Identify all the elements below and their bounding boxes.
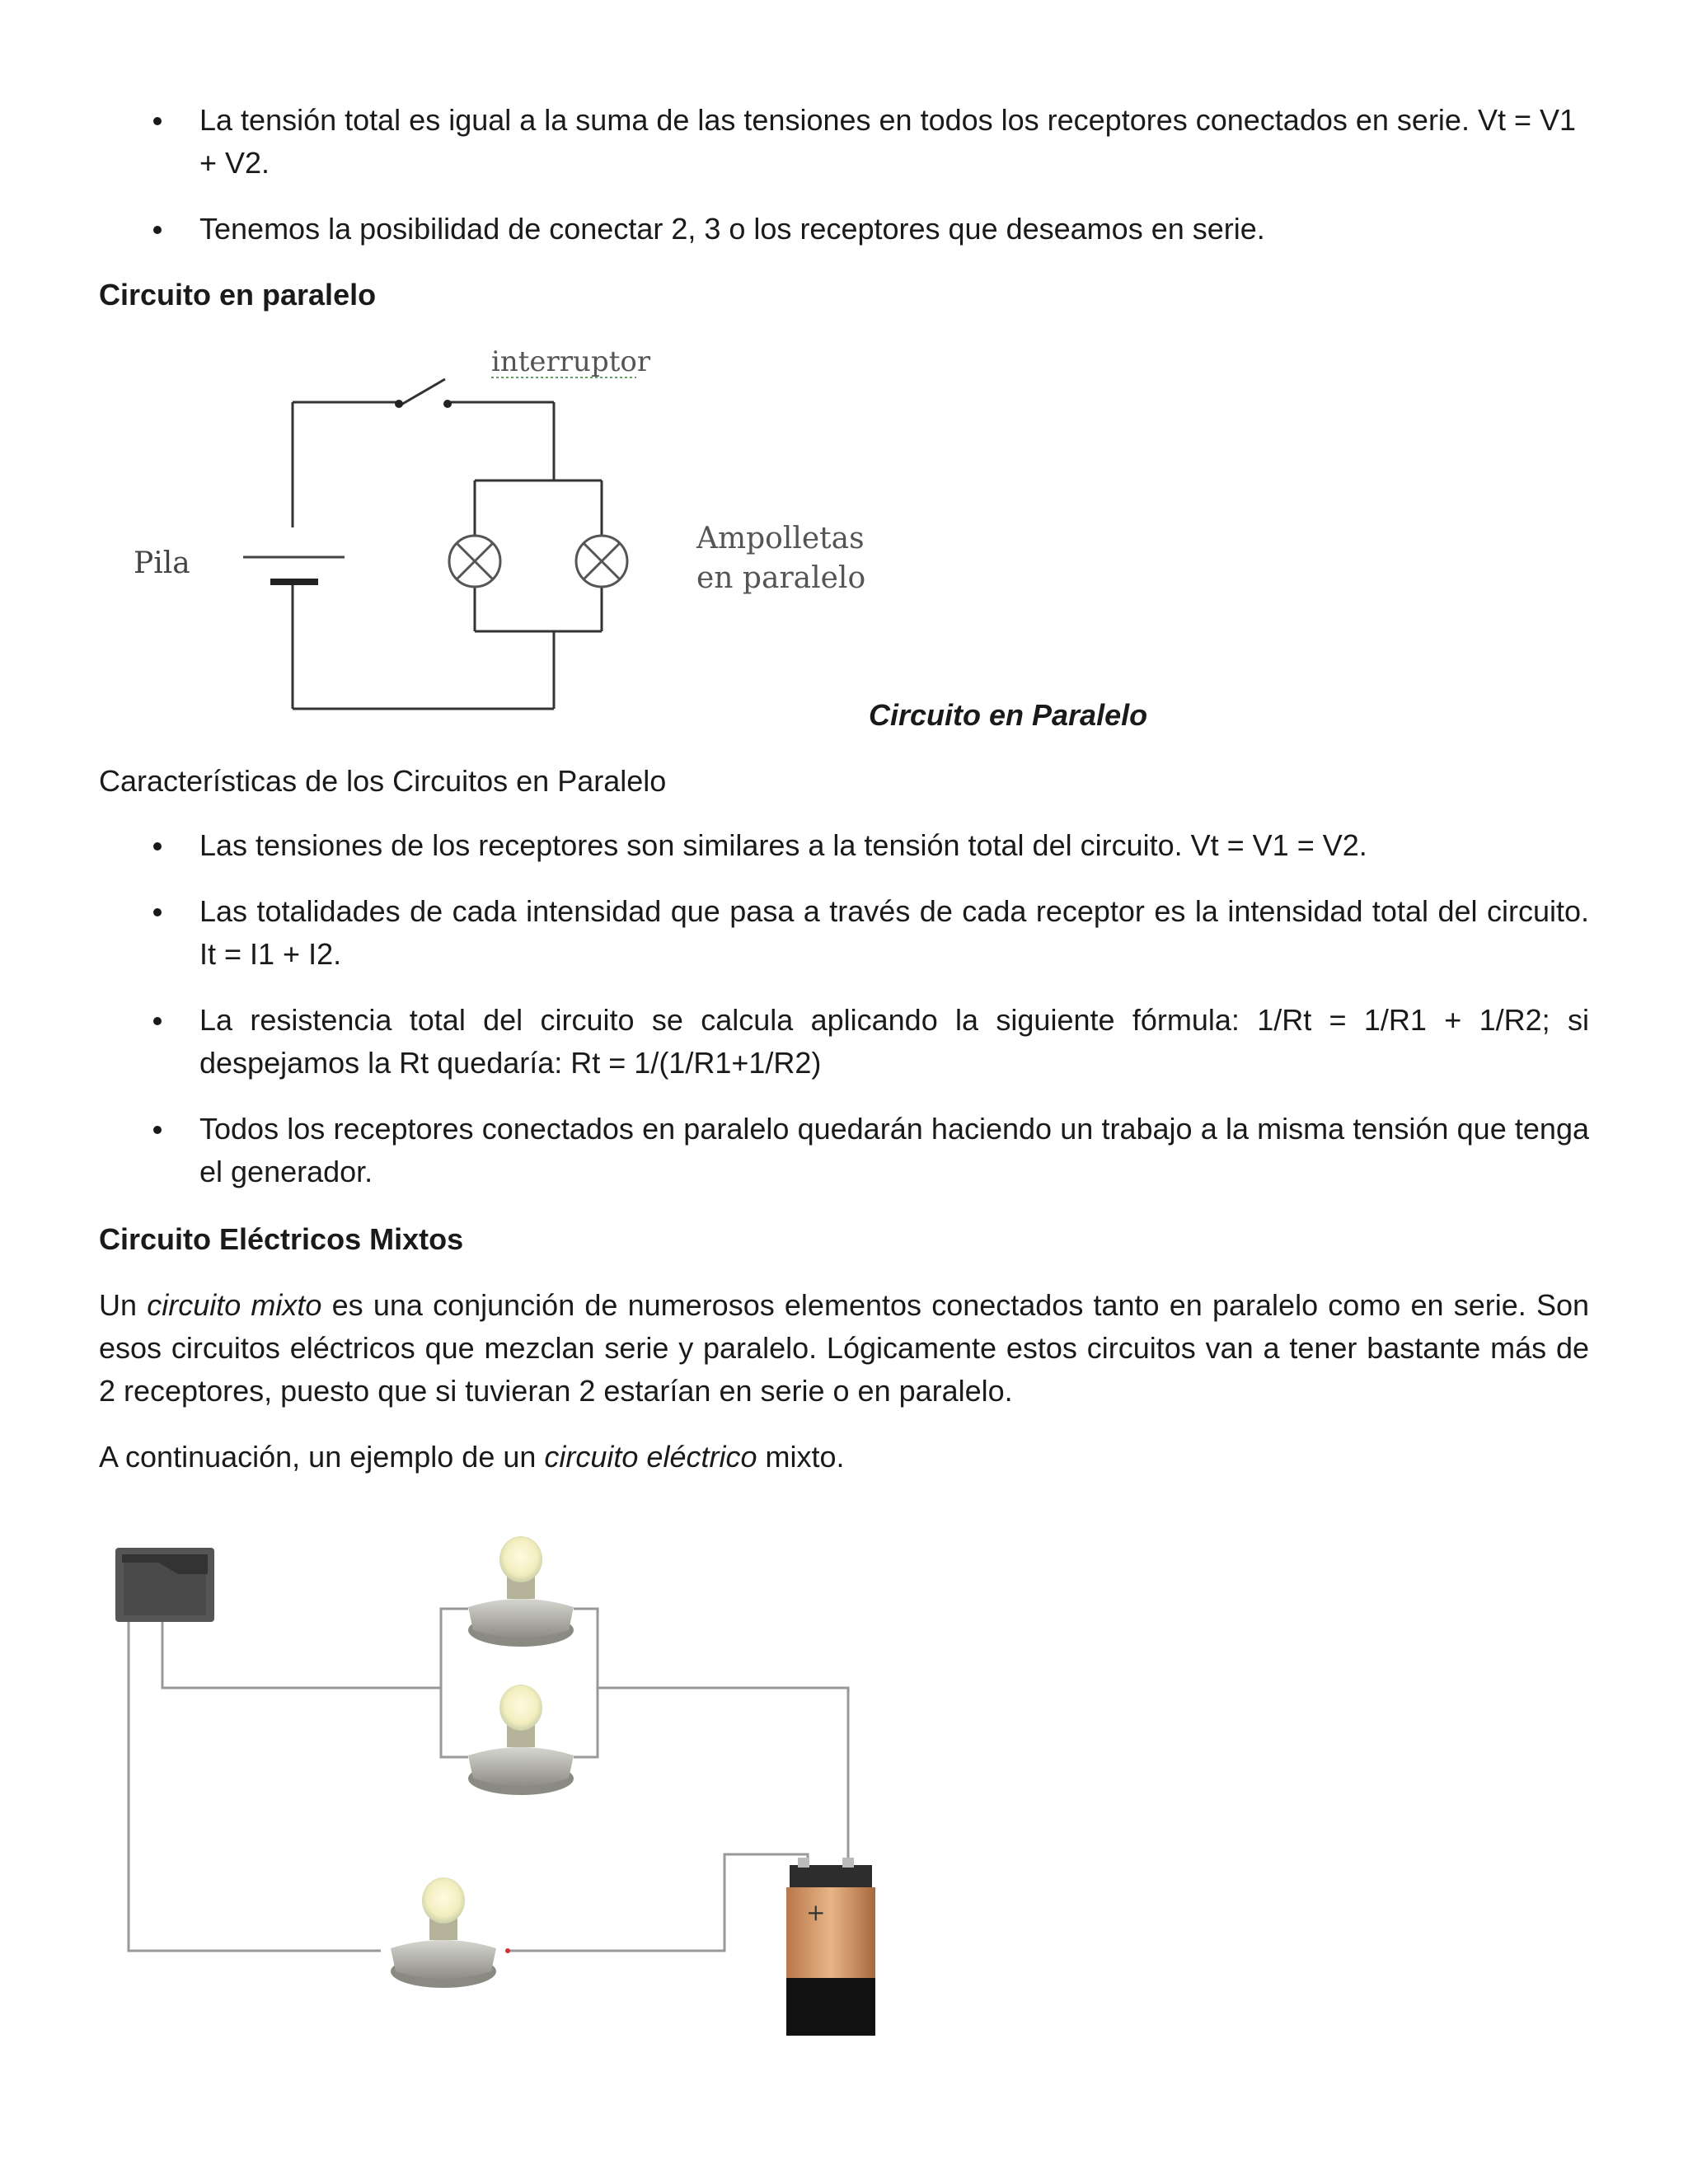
paragraph-emphasis: circuito mixto xyxy=(147,1288,322,1322)
lamps-label-line2: en paralelo xyxy=(696,561,865,595)
bullet-icon xyxy=(153,842,162,851)
section-heading-mixed: Circuito Eléctricos Mixtos xyxy=(99,1222,464,1256)
mixed-paragraph xyxy=(99,1284,1589,1413)
list-item xyxy=(99,208,1589,251)
paragraph-text: A continuación, un ejemplo de un xyxy=(99,1440,545,1474)
lamp-icon xyxy=(576,536,627,587)
battery-symbol xyxy=(243,557,345,582)
parallel-circuit-diagram xyxy=(107,330,865,725)
switch-lever xyxy=(400,379,445,405)
bullet-text: Todos los receptores conectados en paralelo quedarán haciendo un trabajo a la misma tensión que tenga el generador. xyxy=(199,1112,1589,1188)
lamp-icon xyxy=(449,536,500,587)
bulb-icon xyxy=(391,1877,510,1988)
figure-caption: Circuito en Paralelo xyxy=(869,698,1148,732)
list-item xyxy=(99,99,1589,185)
battery-label: Pila xyxy=(134,546,190,580)
series-bullet-list xyxy=(99,99,1589,251)
bullet-text: Las tensiones de los receptores son similares a la tensión total del circuito. Vt = V1 = V2. xyxy=(199,828,1367,862)
bullet-text: La resistencia total del circuito se calcula aplicando la siguiente fórmula: 1/Rt = 1/R1 + 1/R2; si despejamos la Rt quedaría: Rt = 1/(1/R1+1/R2) xyxy=(199,1003,1589,1080)
switch-icon xyxy=(115,1548,214,1622)
mixed-circuit-illustration xyxy=(99,1508,923,2036)
bullet-icon xyxy=(153,117,162,125)
paragraph-text: es una conjunción de numerosos elementos conectados tanto en paralelo como en serie. Son esos circuitos eléctricos que mezclan serie y paralelo. Lógicamente estos circuitos van a tener bastante más de 2 receptores, puesto que si tuvieran 2 estarían en serie o en paralelo. xyxy=(99,1288,1589,1408)
lamps-label-line1: Ampolletas xyxy=(696,522,865,555)
example-intro-paragraph xyxy=(99,1436,1589,1479)
bullet-icon xyxy=(153,1126,162,1134)
list-item xyxy=(99,999,1589,1085)
paragraph-emphasis: circuito eléctrico xyxy=(544,1440,757,1474)
bullet-text: Las totalidades de cada intensidad que pasa a través de cada receptor es la intensidad total del circuito. It = I1 + I2. xyxy=(199,894,1589,971)
list-item xyxy=(99,1108,1589,1193)
list-item xyxy=(99,890,1589,976)
section-heading-parallel: Circuito en paralelo xyxy=(99,278,377,312)
characteristics-title: Características de los Circuitos en Paralelo xyxy=(99,764,667,798)
bullet-icon xyxy=(153,226,162,234)
battery-plus-label: + xyxy=(806,1899,826,1926)
switch-label: interruptor xyxy=(491,345,651,378)
paragraph-text: mixto. xyxy=(757,1440,845,1474)
bulb-icon xyxy=(468,1536,574,1647)
battery-icon xyxy=(786,1858,875,2036)
bullet-icon xyxy=(153,1017,162,1025)
bullet-text: La tensión total es igual a la suma de las tensiones en todos los receptores conectados en serie. Vt = V1 + V2. xyxy=(199,103,1577,180)
bullet-icon xyxy=(153,908,162,916)
bulb-icon xyxy=(468,1685,574,1795)
paragraph-text: Un xyxy=(99,1288,148,1322)
parallel-bullet-list xyxy=(99,824,1589,1193)
bullet-text: Tenemos la posibilidad de conectar 2, 3 o los receptores que deseamos en serie. xyxy=(199,212,1265,246)
list-item xyxy=(99,824,1589,867)
